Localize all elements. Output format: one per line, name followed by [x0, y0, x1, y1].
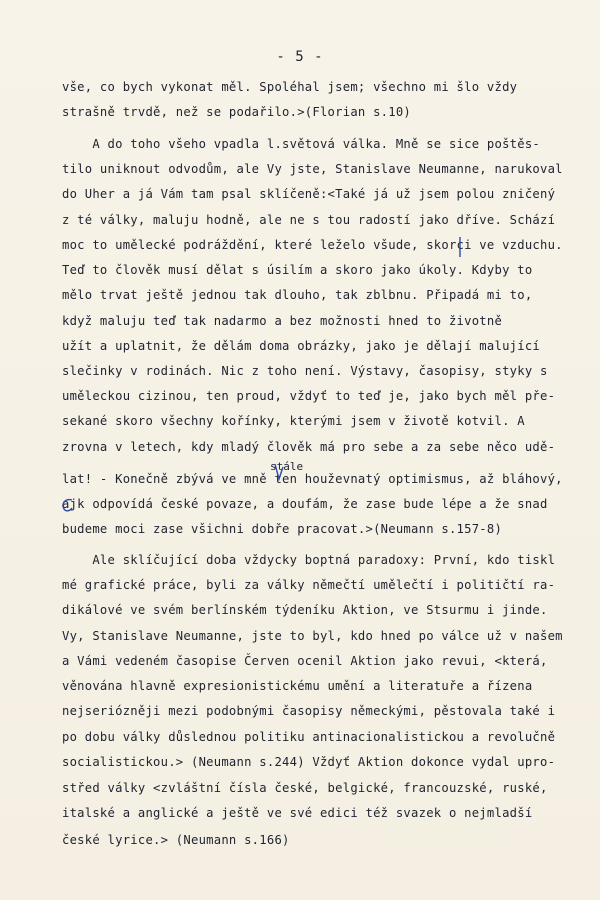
- text-line: tilo uniknout odvodům, ale Vy jste, Stanislave Neumanne, narukoval: [62, 162, 563, 176]
- text-line: věnována hlavně expresionistickému umění a literatuře a řízena: [62, 679, 533, 693]
- text-line: italské a anglické a ještě ve své edici též svazek o nejmladší: [62, 806, 533, 820]
- text-line: mělo trvat ještě jednou tak dlouho, tak zblbnu. Připadá mi to,: [62, 288, 533, 302]
- text-line: nejseriózněji mezi podobnými časopisy německými, pěstovala také i: [62, 704, 556, 718]
- text-line: a Vámi vedeném časopise Červen ocenil Aktion jako revui, <která,: [62, 654, 548, 668]
- page-number: - 5 -: [276, 49, 324, 65]
- interlinear-insert: stále: [270, 460, 304, 473]
- text-line: strašně trvdě, než se podařilo.>(Florian s.10): [62, 105, 412, 119]
- text-line: do Uher a já Vám tam psal sklíčeně:<Také já už jsem polou zničený: [62, 187, 556, 201]
- text-line: české lyrice.> (Neumann s.166): [62, 833, 290, 847]
- text-line: budeme moci zase všichni dobře pracovat.>(Neumann s.157-8): [62, 522, 503, 536]
- correction-stroke-mark: [456, 236, 464, 258]
- text-line: mé grafické práce, byli za války němečtí umělečtí i političtí ra-: [62, 578, 556, 592]
- text-line: ajk odpovídá české povaze, a doufám, že zase bude lépe a že snad: [62, 497, 548, 511]
- text-line: když maluju teď tak nadarmo a bez možnosti hned to životně: [62, 314, 503, 328]
- insertion-caret-mark: [274, 463, 284, 481]
- text-line: slečinky v rodinách. Nic z toho není. Výstavy, časopisy, styky s: [62, 364, 548, 378]
- text-line: lat! - Konečně zbývá ve mně ten houževnatý optimismus, až bláhový,: [62, 472, 563, 486]
- text-line: střed války <zvláštní čísla české, belgické, francouzské, ruské,: [62, 781, 548, 795]
- text-line: dikálové ve svém berlínském týdeníku Aktion, ve Stsurmu i jinde.: [62, 603, 548, 617]
- text-line: zrovna v letech, kdy mladý člověk má pro sebe a za sebe něco udě-: [62, 440, 556, 454]
- text-line: užít a uplatnit, že dělám doma obrázky, jako je dělají malující: [62, 339, 541, 353]
- text-line: socialistickou.> (Neumann s.244) Vždyť Aktion dokonce vydal upro-: [62, 755, 556, 769]
- text-line: Ale sklíčující doba vždycky boptná paradoxy: První, kdo tiskl: [62, 553, 556, 567]
- text-line: uměleckou cizinou, ten proud, vždyť to teď je, jako bych měl pře-: [62, 389, 556, 403]
- correction-loop-mark: [60, 496, 74, 514]
- text-line: po dobu války důslednou politiku antinacionalistickou a revolučně: [62, 730, 556, 744]
- text-line: z té války, maluju hodně, ale ne s tou radostí jako dříve. Schází: [62, 213, 556, 227]
- text-line: Vy, Stanislave Neumanne, jste to byl, kdo hned po válce už v našem: [62, 629, 563, 643]
- text-line: sekané skoro všechny kořínky, kterými jsem v životě kotvil. A: [62, 414, 525, 428]
- text-line: Teď to člověk musí dělat s úsilím a skoro jako úkoly. Kdyby to: [62, 263, 533, 277]
- text-line: A do toho všeho vpadla l.světová válka. Mně se sice poštěs-: [62, 137, 541, 151]
- text-line: moc to umělecké podráždění, které leželo všude, skorci ve vzduchu.: [62, 238, 563, 252]
- text-line: vše, co bych vykonat měl. Spoléhal jsem; všechno mi šlo vždy: [62, 80, 518, 94]
